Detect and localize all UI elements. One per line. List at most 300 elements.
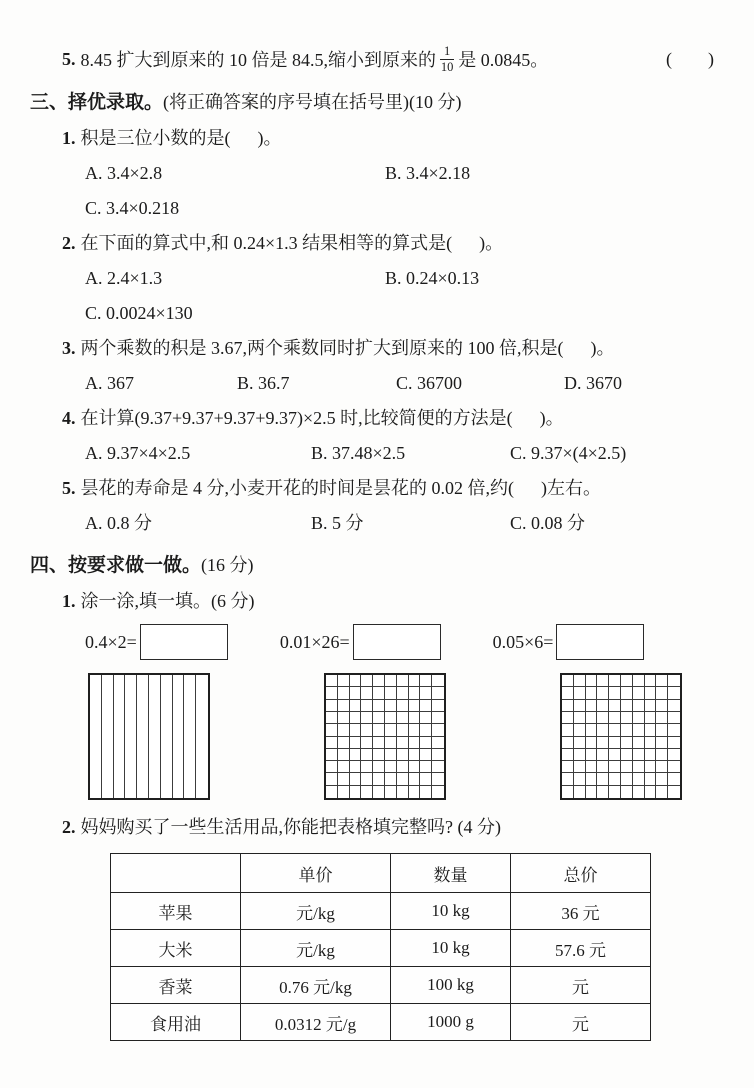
table-row — [111, 893, 651, 930]
grid-cell[interactable] — [609, 687, 621, 699]
grid-cell[interactable] — [373, 786, 385, 798]
grid-cell[interactable] — [338, 749, 350, 761]
grid-cell[interactable] — [373, 737, 385, 749]
grid-cell[interactable] — [633, 737, 645, 749]
column-header: 总价 — [511, 854, 651, 893]
grid-cell[interactable] — [586, 749, 598, 761]
question-text — [81, 44, 549, 74]
grid-cell[interactable] — [361, 761, 373, 773]
answer-option: C. 0.08 分 — [510, 513, 586, 533]
grid-cell[interactable] — [586, 724, 598, 736]
section4-q1-stem — [30, 584, 720, 619]
question-number: 1. — [62, 128, 76, 148]
grid-cell[interactable] — [409, 700, 421, 712]
table-cell: 10 kg — [391, 930, 511, 967]
grid-cell[interactable] — [361, 786, 373, 798]
grid-cell[interactable] — [597, 737, 609, 749]
grid-cell[interactable] — [420, 712, 432, 724]
grid-cell[interactable] — [102, 675, 114, 798]
table-cell: 食用油 — [111, 1004, 241, 1041]
grid-cell[interactable] — [656, 724, 668, 736]
fraction-denominator: 10 — [440, 59, 454, 74]
grid-cell[interactable] — [420, 786, 432, 798]
decimal-grids-row — [30, 673, 720, 800]
grid-cell[interactable] — [125, 675, 137, 798]
grid-cell[interactable] — [574, 773, 586, 785]
grid-cell[interactable] — [350, 712, 362, 724]
grid-cell[interactable] — [350, 724, 362, 736]
grid-cell[interactable] — [586, 737, 598, 749]
grid-cell[interactable] — [645, 786, 657, 798]
column-header: 单价 — [241, 854, 391, 893]
grid-cell[interactable] — [361, 675, 373, 687]
answer-box[interactable] — [140, 624, 228, 660]
grid-cell[interactable] — [656, 737, 668, 749]
grid-cell[interactable] — [621, 786, 633, 798]
grid-cell[interactable] — [338, 675, 350, 687]
answer-option: A. 0.8 分 — [85, 513, 152, 533]
grid-cell[interactable] — [609, 737, 621, 749]
equation — [280, 624, 441, 660]
grid-cell[interactable] — [562, 737, 574, 749]
grid-cell[interactable] — [420, 724, 432, 736]
question-block — [30, 226, 720, 331]
table-cell: 10 kg — [391, 893, 511, 930]
grid-cell[interactable] — [574, 749, 586, 761]
grid-cell[interactable] — [668, 749, 680, 761]
question-number: 2. — [62, 233, 76, 253]
grid-cell[interactable] — [621, 749, 633, 761]
grid-cell[interactable] — [326, 700, 338, 712]
grid-cell[interactable] — [338, 737, 350, 749]
grid-cell[interactable] — [574, 786, 586, 798]
grid-cell[interactable] — [385, 786, 397, 798]
grid-cell[interactable] — [645, 773, 657, 785]
grid-cell[interactable] — [633, 786, 645, 798]
price-table — [110, 853, 651, 1041]
grid-cell[interactable] — [633, 712, 645, 724]
grid-cell[interactable] — [645, 761, 657, 773]
grid-cell[interactable] — [645, 700, 657, 712]
grid-cell[interactable] — [656, 786, 668, 798]
grid-cell[interactable] — [656, 712, 668, 724]
question-number: 3. — [62, 338, 76, 358]
grid-cell[interactable] — [586, 712, 598, 724]
grid-cell[interactable] — [432, 737, 444, 749]
answer-option: A. 367 — [85, 373, 134, 393]
answer-option: C. 0.0024×130 — [85, 303, 193, 323]
question-text-after-fraction: 是 0.0845。 — [458, 50, 549, 70]
grid-cell[interactable] — [432, 761, 444, 773]
grid-cell[interactable] — [432, 749, 444, 761]
grid-cell[interactable] — [173, 675, 185, 798]
grid-cell[interactable] — [668, 712, 680, 724]
grid-cell[interactable] — [338, 786, 350, 798]
grid-cell[interactable] — [385, 773, 397, 785]
grid-cell[interactable] — [385, 724, 397, 736]
question-block — [30, 471, 720, 541]
table-row — [111, 1004, 651, 1041]
grid-cell[interactable] — [361, 773, 373, 785]
grid-cell[interactable] — [562, 712, 574, 724]
grid-cell[interactable] — [562, 786, 574, 798]
grid-cell[interactable] — [409, 761, 421, 773]
grid-cell[interactable] — [432, 712, 444, 724]
grid-cell[interactable] — [432, 675, 444, 687]
grid-cell[interactable] — [597, 786, 609, 798]
grid-cell[interactable] — [609, 700, 621, 712]
grid-cell[interactable] — [350, 737, 362, 749]
grid-cell[interactable] — [361, 724, 373, 736]
grid-cell[interactable] — [633, 675, 645, 687]
equation-text: 0.05×6= — [492, 631, 554, 652]
grid-cell[interactable] — [373, 712, 385, 724]
answer-options — [30, 156, 720, 226]
grid-cell[interactable] — [656, 687, 668, 699]
grid-cell[interactable] — [373, 749, 385, 761]
grid-cell[interactable] — [420, 687, 432, 699]
grid-cell[interactable] — [621, 724, 633, 736]
answer-option: C. 36700 — [396, 373, 463, 393]
grid-cell[interactable] — [409, 724, 421, 736]
decimal-grid[interactable] — [88, 673, 210, 800]
grid-cell[interactable] — [409, 712, 421, 724]
grid-cell[interactable] — [373, 773, 385, 785]
question-5-true-false — [30, 34, 720, 84]
grid-cell[interactable] — [609, 786, 621, 798]
grid-cell[interactable] — [397, 687, 409, 699]
grid-cell[interactable] — [397, 761, 409, 773]
grid-cell[interactable] — [562, 700, 574, 712]
answer-option: B. 36.7 — [237, 373, 290, 393]
grid-cell[interactable] — [326, 737, 338, 749]
grid-cell[interactable] — [326, 724, 338, 736]
grid-cell[interactable] — [397, 737, 409, 749]
grid-cell[interactable] — [149, 675, 161, 798]
question-text: 涂一涂,填一填。(6 分) — [80, 591, 255, 611]
grid-cell[interactable] — [409, 749, 421, 761]
blank-cell[interactable]: 元/kg — [241, 930, 391, 967]
grid-cell[interactable] — [350, 761, 362, 773]
grid-cell[interactable] — [645, 724, 657, 736]
table-cell: 0.76 元/kg — [241, 967, 391, 1004]
grid-cell[interactable] — [668, 737, 680, 749]
grid-cell[interactable] — [621, 712, 633, 724]
section3-note: (将正确答案的序号填在括号里)(10 分) — [163, 92, 462, 112]
question-number: 1. — [62, 591, 76, 611]
grid-cell[interactable] — [385, 761, 397, 773]
grid-cell[interactable] — [361, 749, 373, 761]
grid-cell[interactable] — [633, 773, 645, 785]
question-text: 积是三位小数的是( )。 — [80, 128, 282, 148]
grid-cell[interactable] — [574, 737, 586, 749]
grid-cell[interactable] — [645, 687, 657, 699]
grid-cell[interactable] — [326, 749, 338, 761]
table-cell: 大米 — [111, 930, 241, 967]
grid-cell[interactable] — [668, 761, 680, 773]
section4-q2-stem — [30, 810, 720, 845]
grid-cell[interactable] — [621, 700, 633, 712]
grid-cell[interactable] — [574, 675, 586, 687]
grid-cell[interactable] — [350, 786, 362, 798]
grid-cell[interactable] — [385, 749, 397, 761]
decimal-grid[interactable] — [324, 673, 446, 800]
grid-cell[interactable] — [574, 724, 586, 736]
question-stem — [30, 331, 720, 366]
grid-cell[interactable] — [338, 687, 350, 699]
answer-box[interactable] — [556, 624, 644, 660]
grid-cell[interactable] — [373, 687, 385, 699]
equation — [85, 624, 228, 660]
column-header — [111, 854, 241, 893]
question-stem — [30, 471, 720, 506]
grid-cell[interactable] — [574, 700, 586, 712]
grid-cell[interactable] — [432, 724, 444, 736]
grid-cell[interactable] — [432, 773, 444, 785]
grid-cell[interactable] — [326, 786, 338, 798]
grid-cell[interactable] — [432, 700, 444, 712]
grid-cell[interactable] — [361, 712, 373, 724]
equation-text: 0.4×2= — [85, 631, 137, 652]
grid-cell[interactable] — [350, 773, 362, 785]
grid-cell[interactable] — [373, 761, 385, 773]
section4-heading — [30, 547, 720, 584]
question-stem — [30, 401, 720, 436]
grid-cell[interactable] — [597, 724, 609, 736]
grid-cell[interactable] — [90, 675, 102, 798]
grid-cell[interactable] — [562, 749, 574, 761]
grid-cell[interactable] — [361, 687, 373, 699]
grid-cell[interactable] — [397, 700, 409, 712]
grid-cell[interactable] — [645, 675, 657, 687]
grid-cell[interactable] — [586, 675, 598, 687]
grid-cell[interactable] — [326, 712, 338, 724]
answer-option: A. 9.37×4×2.5 — [85, 443, 191, 463]
table-row — [111, 967, 651, 1004]
answer-box[interactable] — [353, 624, 441, 660]
grid-cell[interactable] — [432, 786, 444, 798]
grid-cell[interactable] — [338, 700, 350, 712]
grid-cell[interactable] — [326, 675, 338, 687]
grid-cell[interactable] — [574, 761, 586, 773]
grid-cell[interactable] — [397, 724, 409, 736]
table-cell: 36 元 — [511, 893, 651, 930]
grid-cell[interactable] — [633, 700, 645, 712]
choice-questions — [30, 121, 720, 541]
grid-cell[interactable] — [114, 675, 126, 798]
grid-cell[interactable] — [409, 786, 421, 798]
grid-cell[interactable] — [668, 786, 680, 798]
grid-cell[interactable] — [656, 700, 668, 712]
grid-cell[interactable] — [161, 675, 173, 798]
blank-cell[interactable]: 元/kg — [241, 893, 391, 930]
answer-options — [30, 506, 720, 541]
grid-cell[interactable] — [385, 687, 397, 699]
blank-cell[interactable]: 元 — [511, 1004, 651, 1041]
grid-cell[interactable] — [196, 675, 208, 798]
answer-option: D. 3670 — [564, 373, 622, 393]
grid-cell[interactable] — [597, 749, 609, 761]
grid-cell[interactable] — [373, 724, 385, 736]
grid-cell[interactable] — [420, 700, 432, 712]
answer-option: B. 0.24×0.13 — [385, 268, 480, 288]
grid-cell[interactable] — [409, 675, 421, 687]
grid-cell[interactable] — [562, 761, 574, 773]
question-text: 在计算(9.37+9.37+9.37+9.37)×2.5 时,比较简便的方法是( )。 — [80, 408, 564, 428]
grid-cell[interactable] — [338, 761, 350, 773]
decimal-grid[interactable] — [560, 673, 682, 800]
grid-cell[interactable] — [586, 773, 598, 785]
answer-option: C. 9.37×(4×2.5) — [510, 443, 627, 463]
question-block — [30, 401, 720, 471]
question-number: 2. — [62, 817, 76, 837]
grid-cell[interactable] — [609, 724, 621, 736]
grid-cell[interactable] — [350, 700, 362, 712]
grid-cell[interactable] — [373, 700, 385, 712]
grid-cell[interactable] — [621, 773, 633, 785]
grid-cell[interactable] — [397, 675, 409, 687]
grid-cell[interactable] — [609, 712, 621, 724]
grid-cell[interactable] — [668, 700, 680, 712]
grid-cell[interactable] — [656, 675, 668, 687]
grid-cell[interactable] — [350, 749, 362, 761]
grid-cell[interactable] — [609, 675, 621, 687]
grid-cell[interactable] — [350, 687, 362, 699]
grid-cell[interactable] — [338, 773, 350, 785]
grid-cell[interactable] — [338, 724, 350, 736]
answer-option: B. 37.48×2.5 — [311, 443, 406, 463]
equation — [493, 624, 645, 660]
grid-cell[interactable] — [609, 749, 621, 761]
grid-cell[interactable] — [597, 700, 609, 712]
grid-cell[interactable] — [656, 749, 668, 761]
grid-cell[interactable] — [586, 700, 598, 712]
question-block — [30, 331, 720, 401]
grid-cell[interactable] — [432, 687, 444, 699]
grid-cell[interactable] — [597, 773, 609, 785]
blank-cell[interactable]: 元 — [511, 967, 651, 1004]
grid-cell[interactable] — [621, 687, 633, 699]
grid-cell[interactable] — [420, 737, 432, 749]
grid-cell[interactable] — [409, 737, 421, 749]
answer-options — [30, 366, 720, 401]
grid-cell[interactable] — [420, 675, 432, 687]
grid-cell[interactable] — [586, 761, 598, 773]
grid-cell[interactable] — [338, 712, 350, 724]
fill-equations-row — [30, 619, 720, 665]
grid-cell[interactable] — [668, 724, 680, 736]
question-number: 5. — [62, 48, 76, 69]
fraction-numerator: 1 — [440, 44, 454, 59]
grid-cell[interactable] — [597, 675, 609, 687]
section3-title: 三、择优录取。 — [30, 92, 164, 113]
grid-cell[interactable] — [656, 761, 668, 773]
grid-cell[interactable] — [562, 687, 574, 699]
question-text: 昙花的寿命是 4 分,小麦开花的时间是昙花的 0.02 倍,约( )左右。 — [80, 478, 601, 498]
section4-score: (16 分) — [201, 555, 254, 575]
grid-cell[interactable] — [409, 773, 421, 785]
answer-options — [30, 261, 720, 331]
grid-cell[interactable] — [350, 675, 362, 687]
table-cell: 57.6 元 — [511, 930, 651, 967]
grid-cell[interactable] — [645, 737, 657, 749]
grid-cell[interactable] — [609, 761, 621, 773]
grid-cell[interactable] — [668, 675, 680, 687]
grid-cell[interactable] — [609, 773, 621, 785]
answer-option: C. 3.4×0.218 — [85, 198, 180, 218]
grid-cell[interactable] — [361, 737, 373, 749]
grid-cell[interactable] — [397, 749, 409, 761]
grid-cell[interactable] — [409, 687, 421, 699]
grid-cell[interactable] — [397, 773, 409, 785]
grid-cell[interactable] — [184, 675, 196, 798]
answer-option: B. 5 分 — [311, 513, 364, 533]
answer-options — [30, 436, 720, 471]
grid-cell[interactable] — [574, 687, 586, 699]
grid-cell[interactable] — [326, 773, 338, 785]
grid-cell[interactable] — [385, 700, 397, 712]
section3-heading — [30, 84, 720, 121]
grid-cell[interactable] — [420, 761, 432, 773]
question-number: 5. — [62, 478, 76, 498]
grid-cell[interactable] — [633, 749, 645, 761]
grid-cell[interactable] — [668, 687, 680, 699]
grid-cell[interactable] — [373, 675, 385, 687]
grid-cell[interactable] — [562, 773, 574, 785]
grid-cell[interactable] — [562, 724, 574, 736]
grid-cell[interactable] — [645, 749, 657, 761]
grid-cell[interactable] — [621, 737, 633, 749]
grid-cell[interactable] — [586, 786, 598, 798]
grid-cell[interactable] — [562, 675, 574, 687]
grid-cell[interactable] — [385, 737, 397, 749]
grid-cell[interactable] — [385, 712, 397, 724]
grid-cell[interactable] — [633, 724, 645, 736]
grid-cell[interactable] — [420, 749, 432, 761]
grid-cell[interactable] — [385, 675, 397, 687]
grid-cell[interactable] — [633, 687, 645, 699]
grid-cell[interactable] — [633, 761, 645, 773]
grid-cell[interactable] — [420, 773, 432, 785]
grid-cell[interactable] — [597, 687, 609, 699]
grid-cell[interactable] — [597, 761, 609, 773]
table-cell: 香菜 — [111, 967, 241, 1004]
grid-cell[interactable] — [137, 675, 149, 798]
grid-cell[interactable] — [586, 687, 598, 699]
grid-cell[interactable] — [656, 773, 668, 785]
grid-cell[interactable] — [397, 712, 409, 724]
grid-cell[interactable] — [621, 761, 633, 773]
question-text: 妈妈购买了一些生活用品,你能把表格填完整吗? (4 分) — [80, 817, 501, 837]
question-stem — [30, 121, 720, 156]
table-header-row — [111, 854, 651, 893]
grid-cell[interactable] — [574, 712, 586, 724]
grid-cell[interactable] — [621, 675, 633, 687]
column-header: 数量 — [391, 854, 511, 893]
question-block — [30, 121, 720, 226]
grid-cell[interactable] — [397, 786, 409, 798]
grid-cell[interactable] — [326, 761, 338, 773]
table-cell: 1000 g — [391, 1004, 511, 1041]
question-number: 4. — [62, 408, 76, 428]
grid-cell[interactable] — [326, 687, 338, 699]
section4-title: 四、按要求做一做。 — [30, 555, 202, 576]
answer-bracket[interactable]: ( ) — [666, 48, 714, 69]
grid-cell[interactable] — [361, 700, 373, 712]
grid-cell[interactable] — [668, 773, 680, 785]
grid-cell[interactable] — [645, 712, 657, 724]
grid-cell[interactable] — [597, 712, 609, 724]
